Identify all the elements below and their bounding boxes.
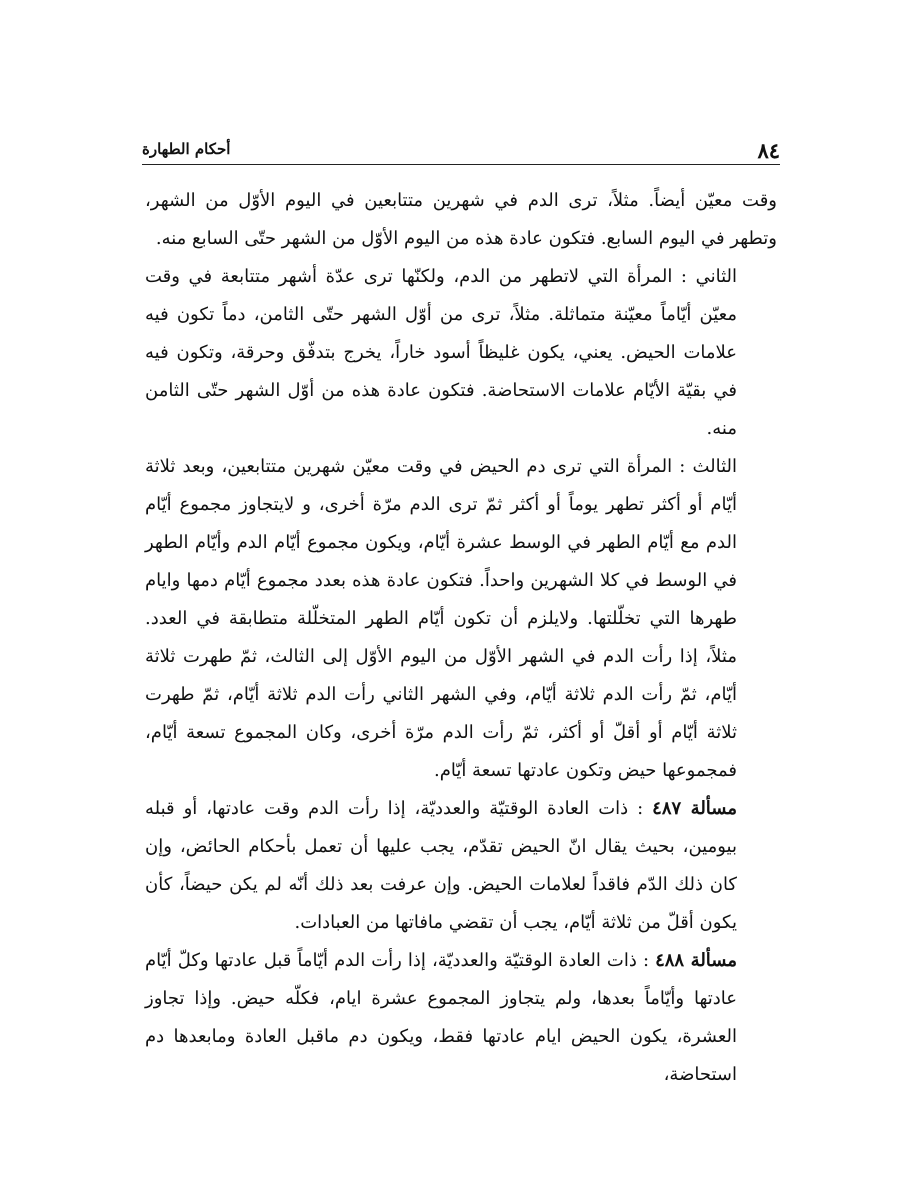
masala-label: مسألة ٤٨٧: [652, 798, 737, 819]
masala-488: [145, 942, 777, 1094]
masala-text: : ذات العادة الوقتيّة والعدديّة، إذا رأت الدم أيّاماً قبل عادتها وكلّ أيّام عادتها وأيّاماً بعدها، ولم يتجاوز المجموع عشرة ايام، فكلّه حيض. وإذا تجاوز العشرة، يكون الحيض ايام عادتها فقط، ويكون دم ماقبل العادة ومابعدها دم استحاضة،: [145, 950, 737, 1085]
paragraph: الثاني : المرأة التي لاتطهر من الدم، ولكنّها ترى عدّة أشهر متتابعة في وقت معيّن أيّاماً معيّنة متماثلة. مثلاً، ترى من أوّل الشهر حتّى الثامن، دماً تكون فيه علامات الحيض. يعني، يكون غليظاً أسود خاراً، يخرج بتدفّق وحرقة، وتكون فيه في بقيّة الأيّام علامات الاستحاضة. فتكون عادة هذه من أوّل الشهر حتّى الثامن منه.: [145, 266, 737, 439]
paragraph: وقت معيّن أيضاً. مثلاً، ترى الدم في شهرين متتابعين في اليوم الأوّل من الشهر، وتطهر في اليوم السابع. فتكون عادة هذه من اليوم الأوّل من الشهر حتّى السابع منه.: [145, 190, 777, 249]
paragraph: الثالث : المرأة التي ترى دم الحيض في وقت معيّن شهرين متتابعين، وبعد ثلاثة أيّام أو أكثر تطهر يوماً أو أكثر ثمّ ترى الدم مرّة أخرى، و لايتجاوز مجموع أيّام الدم مع أيّام الطهر في الوسط عشرة أيّام، ويكون مجموع أيّام الدم وأيّام الطهر في الوسط في كلا الشهرين واحداً. فتكون عادة هذه بعدد مجموع أيّام دمها وايام طهرها التي تخلّلتها. ولايلزم أن تكون أيّام الطهر المتخلّلة متطابقة في العدد. مثلاً، إذا رأت الدم في الشهر الأوّل من اليوم الأوّل إلى الثالث، ثمّ طهرت ثلاثة أيّام، ثمّ رأت الدم ثلاثة أيّام، وفي الشهر الثاني رأت الدم ثلاثة أيّام، ثمّ طهرت ثلاثة أيّام أو أقلّ أو أكثر، ثمّ رأت الدم مرّة أخرى، وكان المجموع تسعة أيّام، فمجموعها حيض وتكون عادتها تسعة أيّام.: [145, 456, 737, 781]
header-rule: [142, 164, 780, 165]
running-title: أحكام الطهارة: [142, 140, 231, 158]
body-text: [145, 182, 777, 1094]
masala-487: [145, 790, 777, 942]
masala-text: : ذات العادة الوقتيّة والعدديّة، إذا رأت الدم وقت عادتها، أو قبله بيومين، بحيث يقال انّ الحيض تقدّم، يجب عليها أن تعمل بأحكام الحائض، وإن كان ذلك الدّم فاقداً لعلامات الحيض. وإن عرفت بعد ذلك أنّه لم يكن حيضاً، كأن يكون أقلّ من ثلاثة أيّام، يجب أن تقضي مافاتها من العبادات.: [145, 798, 737, 933]
page-number: ٨٤: [757, 138, 780, 163]
masala-label: مسألة ٤٨٨: [655, 950, 737, 971]
page-header: [142, 136, 780, 166]
